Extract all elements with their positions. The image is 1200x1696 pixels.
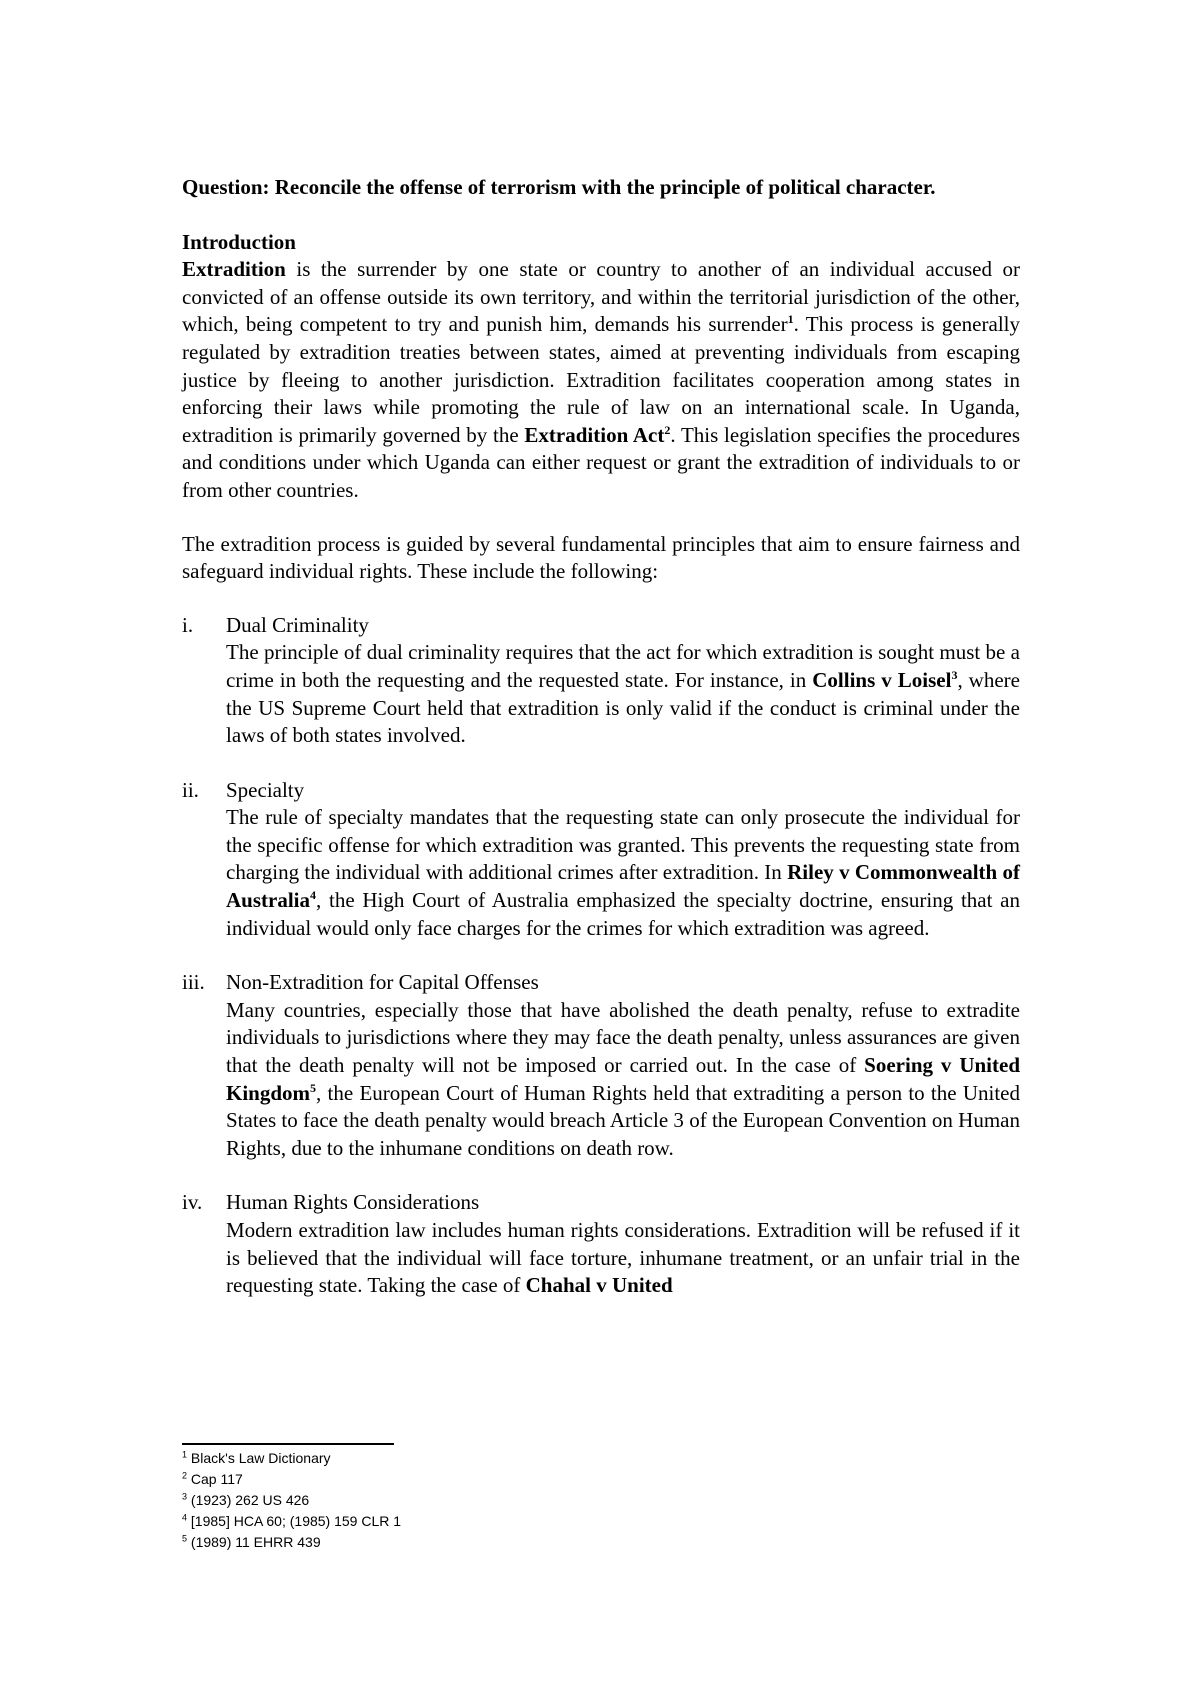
principles-list bbox=[182, 612, 1020, 1300]
list-item-text bbox=[226, 804, 1020, 942]
intro-paragraph-1 bbox=[182, 256, 1020, 504]
footnote-number: 4 bbox=[182, 1512, 188, 1523]
item-text-a: Modern extradition law includes human rights considerations. Extradition will be refused if it is believed that the individual will face torture, inhumane treatment, or an unfair trial in the requesting state. Taking the case of bbox=[226, 1218, 1020, 1298]
footnotes bbox=[182, 1448, 401, 1553]
footnote-text: Black's Law Dictionary bbox=[187, 1450, 331, 1466]
footnote-ref-5: 5 bbox=[310, 1080, 317, 1095]
intro-text-b: . This process is generally regulated by extradition treaties between states, aimed at preventing individuals from escaping justice by fleeing to another jurisdiction. Extradition facilitates cooperation among states in enforcing their laws while promoting the rule of law on an international scale. In Uganda, extradition is primarily governed by the bbox=[182, 312, 1020, 447]
list-item bbox=[182, 1189, 1020, 1299]
item-text-a: The rule of specialty mandates that the requesting state can only prosecute the individual for the specific offense for which extradition was granted. This prevents the requesting state from charging the individual with additional crimes after extradition. In bbox=[226, 805, 1020, 885]
list-item-text bbox=[226, 639, 1020, 749]
item-text-a: Many countries, especially those that have abolished the death penalty, refuse to extradite individuals to jurisdictions where they may face the death penalty, unless assurances are given that the death penalty will not be imposed or carried out. In the case of bbox=[226, 997, 1020, 1078]
list-item-title: Dual Criminality bbox=[226, 612, 369, 637]
footnote-ref-1: 1 bbox=[787, 312, 794, 327]
footnote-text: (1989) 11 EHRR 439 bbox=[187, 1534, 321, 1550]
case-name: Riley v Commonwealth of Australia bbox=[226, 860, 1020, 913]
footnote-ref-2: 2 bbox=[664, 422, 671, 437]
footnote-text: Cap 117 bbox=[187, 1471, 243, 1487]
introduction-heading: Introduction bbox=[182, 229, 296, 254]
list-item-number: i. bbox=[182, 612, 194, 637]
footnote-4 bbox=[182, 1511, 401, 1532]
case-name: Chahal v United bbox=[525, 1273, 673, 1298]
list-item bbox=[182, 777, 1020, 943]
item-text-b: , the European Court of Human Rights held that extraditing a person to the United States to face the death penalty would breach Article 3 of the European Convention on Human Rights, due to the inhumane conditions on death row. bbox=[226, 1080, 1020, 1160]
item-text-b: , the High Court of Australia emphasized the specialty doctrine, ensuring that an individual would only face charges for the crimes for which extradition was agreed. bbox=[226, 888, 1020, 940]
footnote-text: (1923) 262 US 426 bbox=[187, 1492, 310, 1508]
extradition-act: Extradition Act bbox=[524, 422, 665, 447]
list-item-number: iii. bbox=[182, 970, 205, 995]
list-item-title: Specialty bbox=[226, 777, 305, 802]
footnote-number: 1 bbox=[182, 1449, 188, 1460]
list-item bbox=[182, 612, 1020, 750]
footnote-2 bbox=[182, 1469, 401, 1490]
list-item bbox=[182, 969, 1020, 1162]
term-extradition: Extradition bbox=[182, 257, 286, 282]
footnote-ref-3: 3 bbox=[951, 667, 958, 682]
footnote-1 bbox=[182, 1448, 401, 1469]
case-name: Soering v United Kingdom bbox=[226, 1053, 1020, 1105]
intro-text-a: is the surrender by one state or country to another of an individual accused or convicted of an offense outside its own territory, and within the territorial jurisdiction of the other, which, being competent to try and punish him, demands his surrender bbox=[182, 257, 1020, 337]
footnote-number: 3 bbox=[182, 1491, 188, 1502]
intro-text-c: . This legislation specifies the procedures and conditions under which Uganda can either request or grant the extradition of individuals to or from other countries. bbox=[182, 422, 1021, 502]
footnote-number: 2 bbox=[182, 1470, 188, 1481]
footnote-separator bbox=[182, 1443, 394, 1445]
list-item-title: Human Rights Considerations bbox=[226, 1190, 480, 1215]
item-text-b: , where the US Supreme Court held that extradition is only valid if the conduct is criminal under the laws of both states involved. bbox=[226, 667, 1020, 748]
intro-paragraph-2: The extradition process is guided by several fundamental principles that aim to ensure fairness and safeguard individual rights. These include the following: bbox=[182, 531, 1020, 584]
footnote-ref-4: 4 bbox=[310, 888, 316, 903]
footnote-5 bbox=[182, 1532, 401, 1553]
list-item-number: iv. bbox=[182, 1190, 203, 1215]
question-heading: Question: Reconcile the offense of terrorism with the principle of political character. bbox=[182, 175, 936, 199]
list-item-title: Non-Extradition for Capital Offenses bbox=[226, 970, 539, 995]
item-text-a: The principle of dual criminality requires that the act for which extradition is sought must be a crime in both the requesting and the requested state. For instance, in bbox=[226, 640, 1020, 692]
footnote-3 bbox=[182, 1490, 401, 1511]
list-item-text bbox=[226, 997, 1020, 1163]
footnote-number: 5 bbox=[182, 1533, 188, 1544]
list-item-number: ii. bbox=[182, 777, 199, 802]
document-body bbox=[182, 174, 1020, 1300]
footnote-text: [1985] HCA 60; (1985) 159 CLR 1 bbox=[187, 1513, 402, 1529]
list-item-text bbox=[226, 1217, 1020, 1300]
case-name: Collins v Loisel bbox=[812, 667, 952, 692]
